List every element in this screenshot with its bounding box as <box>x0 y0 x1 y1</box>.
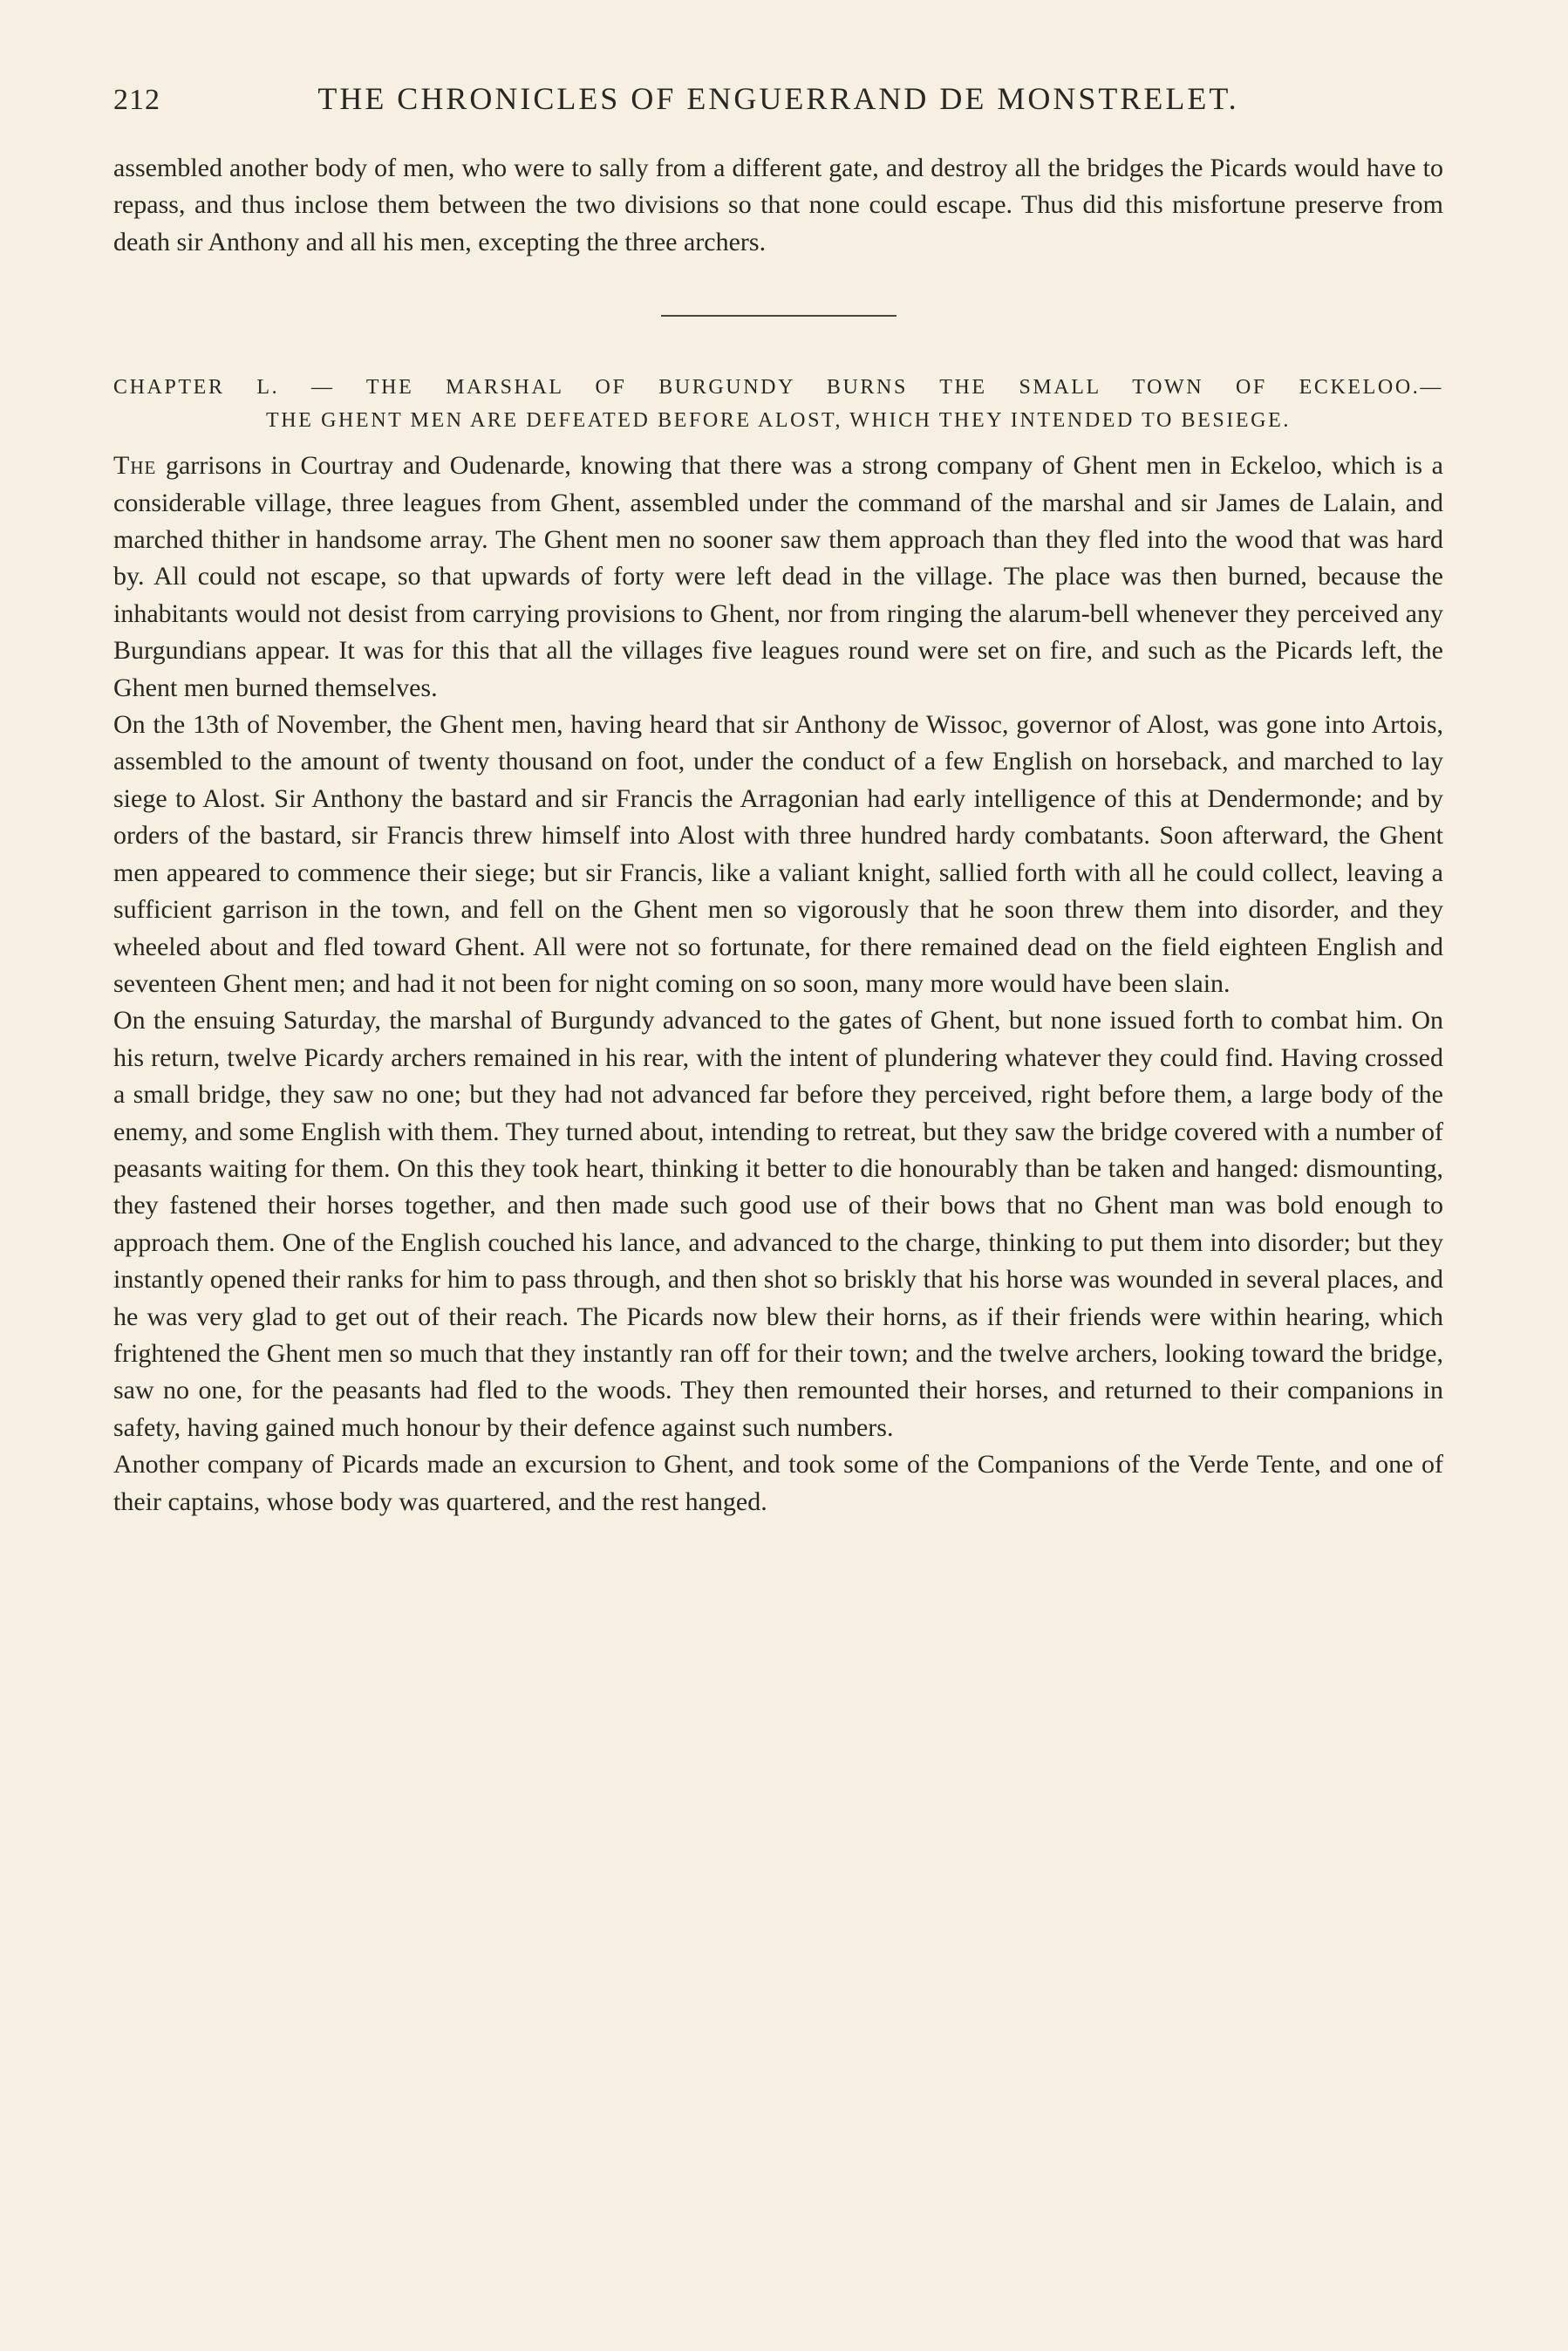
paragraph-text: Another company of Picards made an excursion to Ghent, and took some of the Companions of the Verde Tente, and one of their captains, whose body was quartered, and the rest hanged. <box>113 1450 1443 1516</box>
paragraph-text: assembled another body of men, who were to sally from a different gate, and destroy all the bridges the Picards would have to repass, and thus inclose them between the two divisions so that none could escape. Thus did this misfortune preserve from death sir Anthony and all his men, excepting the three archers. <box>113 154 1443 256</box>
section-divider <box>661 315 896 317</box>
running-head <box>113 80 1443 126</box>
chapter-heading-line-2: THE GHENT MEN ARE DEFEATED BEFORE ALOST, WHICH THEY INTENDED TO BESIEGE. <box>266 409 1291 433</box>
chapter-heading-line-1: CHAPTER L. — THE MARSHAL OF BURGUNDY BURNS THE SMALL TOWN OF ECKELOO.— <box>113 376 1443 400</box>
book-page <box>113 80 1443 1521</box>
paragraph-lead-word: The <box>113 451 157 481</box>
continuation-paragraph <box>113 150 1443 261</box>
chapter-heading <box>113 371 1443 437</box>
paragraph-text: garrisons in Courtray and Oudenarde, knowing that there was a strong company of Ghent men in Eckeloo, which is a considerable village, three leagues from Ghent, assembled under the command of the marshal and sir James de Lalain, and marched thither in handsome array. The Ghent men no sooner saw them approach than they fled into the wood that was hard by. All could not escape, so that upwards of forty were left dead in the village. The place was then burned, because the inhabitants would not desist from carrying provisions to Ghent, nor from ringing the alarum-bell whenever they perceived any Burgundians appear. It was for this that all the villages five leagues round were set on fire, and such as the Picards left, the Ghent men burned themselves. <box>113 451 1443 702</box>
chapter-paragraph-2 <box>113 707 1443 1002</box>
paragraph-text: On the ensuing Saturday, the marshal of Burgundy advanced to the gates of Ghent, but none issued forth to combat him. On his return, twelve Picardy archers remained in his rear, with the intent of plundering whatever they could find. Having crossed a small bridge, they saw no one; but they had not advanced far before they perceived, right before them, a large body of the enemy, and some English with them. They turned about, intending to retreat, but they saw the bridge covered with a number of peasants waiting for them. On this they took heart, thinking it better to die honourably than be taken and hanged: dismounting, they fastened their horses together, and then made such good use of their bows that no Ghent man was bold enough to approach them. One of the English couched his lance, and advanced to the charge, thinking to put them into disorder; but they instantly opened their ranks for him to pass through, and then shot so briskly that his horse was wounded in several places, and he was very glad to get out of their reach. The Picards now blew their horns, as if their friends were within hearing, which frightened the Ghent men so much that they instantly ran off for their town; and the twelve archers, looking toward the bridge, saw no one, for the peasants had fled to the woods. They then remounted their horses, and returned to their companions in safety, having gained much honour by their defence against such numbers. <box>113 1006 1443 1442</box>
running-title: THE CHRONICLES OF ENGUERRAND DE MONSTRELET. <box>317 81 1239 116</box>
chapter-paragraph-1 <box>113 448 1443 707</box>
chapter-paragraph-4 <box>113 1446 1443 1521</box>
paragraph-text: On the 13th of November, the Ghent men, having heard that sir Anthony de Wissoc, governor of Alost, was gone into Artois, assembled to the amount of twenty thousand on foot, under the conduct of a few English on horseback, and marched to lay siege to Alost. Sir Anthony the bastard and sir Francis the Arragonian had early intelligence of this at Dendermonde; and by orders of the bastard, sir Francis threw himself into Alost with three hundred hardy combatants. Soon afterward, the Ghent men appeared to commence their siege; but sir Francis, like a valiant knight, sallied forth with all he could collect, leaving a sufficient garrison in the town, and fell on the Ghent men so vigorously that he soon threw them into disorder, and they wheeled about and fled toward Ghent. All were not so fortunate, for there remained dead on the field eighteen English and seventeen Ghent men; and had it not been for night coming on so soon, many more would have been slain. <box>113 710 1443 998</box>
chapter-body <box>113 448 1443 1521</box>
page-number: 212 <box>113 84 160 116</box>
chapter-paragraph-3 <box>113 1002 1443 1446</box>
